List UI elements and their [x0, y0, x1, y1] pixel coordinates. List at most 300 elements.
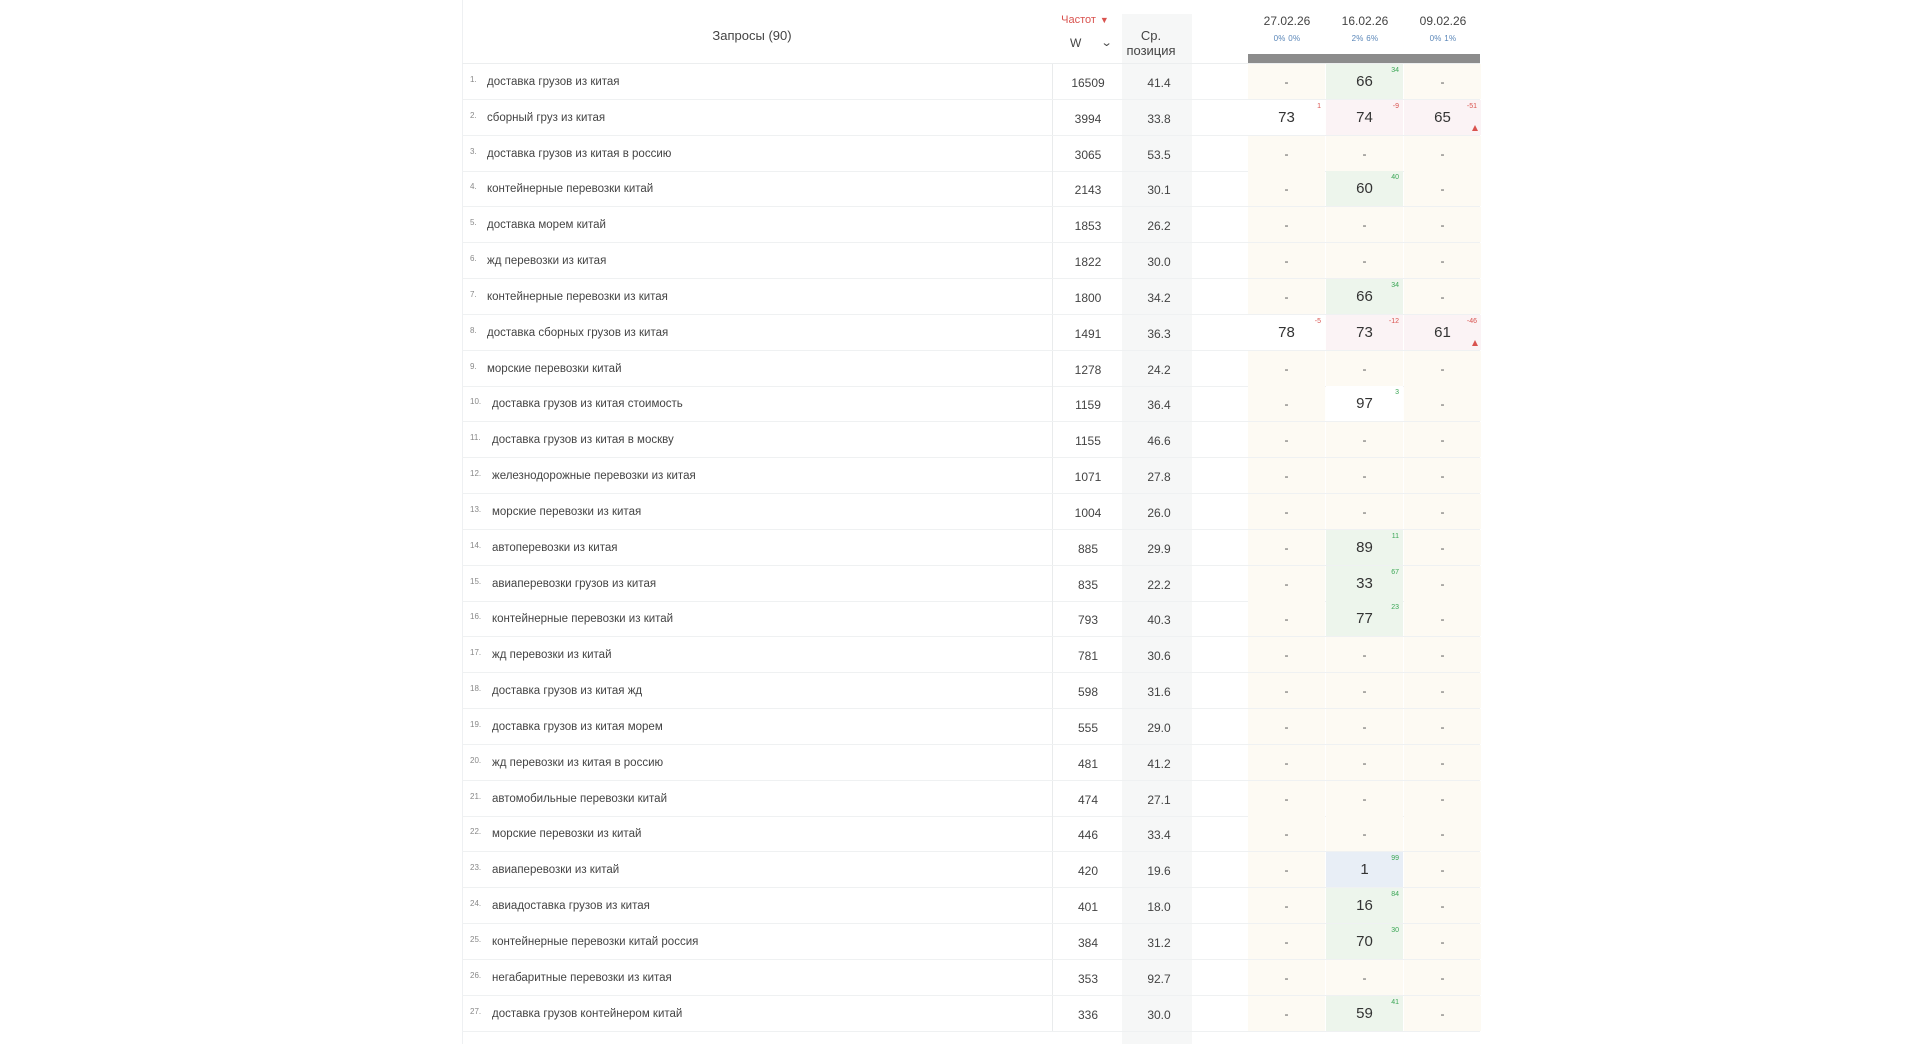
- position-cell[interactable]: [1326, 709, 1403, 744]
- position-value: -: [1440, 218, 1445, 233]
- row-number: 3.: [470, 146, 477, 156]
- position-value: -: [1362, 433, 1367, 448]
- position-cell[interactable]: [1248, 673, 1325, 708]
- query-text[interactable]: морские перевозки из китай: [492, 828, 642, 841]
- position-cell[interactable]: [1248, 351, 1325, 386]
- position-delta: 30: [1391, 926, 1399, 934]
- date-column-header-2[interactable]: 16.02.26: [1341, 14, 1389, 28]
- table-row[interactable]: [462, 601, 1480, 637]
- avg-position-value: 22.2: [1147, 577, 1171, 592]
- position-value: -: [1362, 791, 1367, 806]
- avg-position-value: 27.1: [1147, 792, 1171, 807]
- table-row[interactable]: [462, 673, 1480, 709]
- table-row[interactable]: [462, 315, 1480, 351]
- position-value: -: [1440, 361, 1445, 376]
- avg-position-value: 31.6: [1147, 685, 1171, 700]
- position-value: 73: [1356, 323, 1373, 341]
- position-cell[interactable]: [1326, 64, 1403, 99]
- position-value: -: [1440, 397, 1445, 412]
- table-row[interactable]: [462, 924, 1480, 960]
- position-cell[interactable]: [1326, 888, 1403, 923]
- query-text[interactable]: контейнерные перевозки из китай: [492, 613, 674, 626]
- position-value: 77: [1356, 610, 1373, 628]
- position-cell[interactable]: [1248, 386, 1325, 421]
- position-cell[interactable]: [1326, 171, 1403, 206]
- row-number: 11.: [470, 433, 481, 443]
- row-number: 18.: [470, 684, 482, 694]
- avg-position-value: 40.3: [1147, 613, 1171, 628]
- position-cell[interactable]: [1404, 64, 1481, 99]
- position-delta: 1: [1317, 102, 1321, 110]
- position-cell[interactable]: [1248, 996, 1325, 1031]
- query-text[interactable]: авиаперевозки грузов из китая: [492, 577, 657, 590]
- avg-position-value: 18.0: [1147, 900, 1171, 915]
- position-cell[interactable]: [1248, 243, 1325, 278]
- position-cell[interactable]: [1248, 494, 1325, 529]
- position-cell[interactable]: [1326, 351, 1403, 386]
- position-cell[interactable]: [1326, 566, 1403, 601]
- query-text[interactable]: доставка грузов из китая морем: [492, 720, 663, 733]
- avg-position-value: 53.5: [1147, 147, 1171, 162]
- position-cell[interactable]: [1404, 530, 1481, 565]
- query-text[interactable]: доставка грузов контейнером китай: [492, 1007, 683, 1020]
- avg-position-value: 30.6: [1147, 649, 1171, 664]
- table-header: [462, 0, 1480, 63]
- table-row[interactable]: [462, 64, 1480, 100]
- row-number: 6.: [470, 254, 477, 264]
- frequency-value: 1155: [1075, 434, 1101, 449]
- position-value: 70: [1356, 932, 1373, 950]
- query-text[interactable]: контейнерные перевозки из китая: [487, 290, 668, 303]
- position-cell[interactable]: [1248, 816, 1325, 851]
- position-cell[interactable]: [1248, 100, 1325, 135]
- position-cell[interactable]: [1404, 601, 1481, 636]
- position-cell[interactable]: [1404, 136, 1481, 171]
- position-cell[interactable]: [1326, 279, 1403, 314]
- frequency-value: 793: [1077, 613, 1099, 628]
- position-cell[interactable]: [1248, 566, 1325, 601]
- table-row[interactable]: [462, 136, 1480, 172]
- position-cell[interactable]: [1404, 351, 1481, 386]
- table-row[interactable]: [462, 530, 1480, 566]
- position-cell[interactable]: [1326, 530, 1403, 565]
- frequency-value: 1491: [1074, 326, 1102, 341]
- query-text[interactable]: авиадоставка грузов из китая: [492, 900, 650, 913]
- position-cell[interactable]: [1404, 816, 1481, 851]
- row-number: 13.: [470, 504, 482, 514]
- position-value: 74: [1356, 108, 1373, 126]
- position-delta: 41: [1391, 998, 1399, 1006]
- frequency-value: 1853: [1074, 219, 1102, 234]
- query-text[interactable]: жд перевозки из китай: [492, 649, 612, 662]
- position-cell[interactable]: [1248, 781, 1325, 816]
- frequency-column-header[interactable]: [1052, 14, 1118, 26]
- date-column-header-3[interactable]: 09.02.26: [1419, 14, 1467, 28]
- dates-header-bar: [1248, 54, 1480, 63]
- row-number: 7.: [470, 289, 477, 299]
- position-value: 66: [1356, 287, 1373, 305]
- query-text[interactable]: контейнерные перевозки китай: [487, 183, 654, 196]
- position-delta: 40: [1391, 174, 1399, 182]
- position-value: -: [1440, 863, 1445, 878]
- position-cell[interactable]: [1326, 673, 1403, 708]
- position-value: 97: [1356, 395, 1373, 413]
- position-delta: -46: [1466, 317, 1477, 325]
- position-cell[interactable]: [1404, 673, 1481, 708]
- position-value: -: [1440, 254, 1445, 269]
- position-cell[interactable]: [1404, 852, 1481, 887]
- position-cell[interactable]: [1326, 422, 1403, 457]
- position-value: -: [1284, 827, 1289, 842]
- position-value: 65: [1434, 108, 1451, 126]
- position-cell[interactable]: [1326, 996, 1403, 1031]
- position-value: -: [1440, 791, 1445, 806]
- position-cell[interactable]: [1404, 566, 1481, 601]
- position-value: -: [1284, 75, 1289, 89]
- frequency-value: 336: [1077, 1007, 1099, 1022]
- position-cell[interactable]: [1326, 136, 1403, 171]
- position-value: -: [1284, 182, 1289, 197]
- query-text[interactable]: доставка грузов из китая в москву: [492, 434, 674, 447]
- position-delta: -51: [1466, 102, 1477, 110]
- position-cell[interactable]: [1248, 315, 1325, 350]
- position-cell[interactable]: [1248, 136, 1325, 171]
- query-text[interactable]: доставка грузов из китая: [487, 76, 620, 88]
- query-text[interactable]: негабаритные перевозки из китая: [492, 971, 672, 984]
- position-cell[interactable]: [1248, 852, 1325, 887]
- table-row[interactable]: [462, 745, 1480, 781]
- position-value: -: [1440, 719, 1445, 734]
- position-cell[interactable]: [1404, 924, 1481, 959]
- position-value: -: [1440, 75, 1445, 89]
- table-row[interactable]: [462, 816, 1480, 852]
- query-text[interactable]: доставка грузов из китая в россию: [487, 147, 672, 160]
- row-number: 16.: [470, 612, 482, 622]
- position-cell[interactable]: [1248, 422, 1325, 457]
- query-text[interactable]: доставка грузов из китая жд: [492, 685, 643, 698]
- avg-position-value: 36.3: [1147, 326, 1171, 341]
- position-value: 59: [1356, 1004, 1373, 1022]
- position-cell[interactable]: [1248, 888, 1325, 923]
- position-cell[interactable]: [1404, 207, 1481, 242]
- position-value: -: [1284, 469, 1289, 484]
- sort-desc-icon: ▼: [1099, 15, 1109, 25]
- avg-position-value: 30.0: [1147, 1007, 1171, 1022]
- position-cell[interactable]: [1404, 745, 1481, 780]
- position-value: 73: [1278, 108, 1295, 126]
- frequency-value: 598: [1077, 685, 1099, 700]
- position-value: -: [1362, 361, 1367, 376]
- frequency-value: 3065: [1074, 147, 1102, 162]
- position-cell[interactable]: [1326, 494, 1403, 529]
- position-cell[interactable]: [1404, 709, 1481, 744]
- date-percent-3: 0% 1%: [1429, 34, 1457, 43]
- row-number: 26.: [470, 970, 482, 980]
- position-value: 89: [1356, 538, 1373, 556]
- position-value: 16: [1356, 897, 1373, 915]
- avg-position-value: 19.6: [1147, 864, 1171, 879]
- row-number: 25.: [470, 934, 482, 944]
- position-value: -: [1284, 576, 1289, 591]
- position-cell[interactable]: [1404, 422, 1481, 457]
- position-cell[interactable]: [1248, 601, 1325, 636]
- frequency-value: 420: [1077, 864, 1099, 879]
- position-value: -: [1362, 648, 1367, 663]
- position-cell[interactable]: [1326, 386, 1403, 421]
- position-value: -: [1362, 827, 1367, 842]
- table-row[interactable]: [462, 888, 1480, 924]
- position-value: -: [1440, 182, 1445, 197]
- position-value: -: [1362, 684, 1367, 699]
- position-value: -: [1362, 254, 1367, 269]
- frequency-value: 446: [1077, 828, 1099, 843]
- position-cell[interactable]: [1404, 888, 1481, 923]
- row-number: 23.: [470, 863, 482, 873]
- position-value: -: [1284, 1006, 1289, 1021]
- position-value: -: [1440, 755, 1445, 770]
- table-row[interactable]: [462, 458, 1480, 494]
- table-row[interactable]: [462, 781, 1480, 817]
- position-delta: -9: [1392, 102, 1399, 110]
- position-delta: -5: [1314, 317, 1321, 325]
- row-number: 12.: [470, 469, 482, 479]
- query-text[interactable]: контейнерные перевозки китай россия: [492, 935, 699, 948]
- query-text[interactable]: железнодорожные перевозки из китая: [492, 470, 696, 483]
- position-cell[interactable]: [1404, 243, 1481, 278]
- position-cell[interactable]: [1326, 243, 1403, 278]
- position-value: -: [1284, 397, 1289, 412]
- position-value: -: [1440, 970, 1445, 985]
- position-cell[interactable]: [1326, 781, 1403, 816]
- row-number: 27.: [470, 1006, 482, 1016]
- date-column-header-1[interactable]: 27.02.26: [1263, 14, 1311, 28]
- position-cell[interactable]: [1404, 100, 1481, 135]
- position-value: -: [1362, 504, 1367, 519]
- frequency-value: 401: [1077, 900, 1099, 915]
- query-text[interactable]: автоперевозки из китая: [492, 541, 618, 554]
- position-value: -: [1284, 648, 1289, 663]
- frequency-value: 1071: [1074, 470, 1102, 485]
- position-cell[interactable]: [1326, 745, 1403, 780]
- position-cell[interactable]: [1404, 781, 1481, 816]
- position-value: -: [1284, 361, 1289, 376]
- position-cell[interactable]: [1248, 924, 1325, 959]
- table-row[interactable]: [462, 351, 1480, 387]
- position-cell[interactable]: [1248, 458, 1325, 493]
- table-row[interactable]: [462, 422, 1480, 458]
- avg-position-value: 27.8: [1147, 470, 1171, 485]
- table-row[interactable]: [462, 494, 1480, 530]
- table-row[interactable]: [462, 566, 1480, 602]
- position-delta: 34: [1391, 281, 1399, 289]
- frequency-value: 835: [1077, 577, 1099, 592]
- frequency-value: 1800: [1074, 290, 1102, 305]
- frequency-value: 3994: [1074, 111, 1102, 126]
- query-text[interactable]: автомобильные перевозки китай: [492, 792, 668, 805]
- row-number: 15.: [470, 576, 482, 586]
- position-value: -: [1284, 791, 1289, 806]
- query-text[interactable]: доставка сборных грузов из китая: [487, 326, 669, 339]
- position-cell[interactable]: [1326, 458, 1403, 493]
- position-delta: 84: [1391, 891, 1399, 899]
- date-percent-2: 2% 6%: [1351, 34, 1379, 43]
- position-cell[interactable]: [1404, 637, 1481, 672]
- warning-triangle-icon: [1472, 125, 1478, 131]
- avg-position-value: 34.2: [1147, 290, 1171, 305]
- frequency-value: 1278: [1074, 362, 1102, 377]
- position-value: -: [1440, 934, 1445, 949]
- query-text[interactable]: морские перевозки из китая: [492, 505, 642, 518]
- row-number: 9.: [470, 361, 477, 371]
- position-cell[interactable]: [1248, 64, 1325, 99]
- position-cell[interactable]: [1326, 315, 1403, 350]
- query-text[interactable]: жд перевозки из китая: [487, 255, 607, 268]
- position-value: -: [1284, 612, 1289, 627]
- position-value: -: [1284, 719, 1289, 734]
- query-text[interactable]: сборный груз из китая: [487, 111, 606, 124]
- position-cell[interactable]: [1326, 100, 1403, 135]
- position-cell[interactable]: [1404, 458, 1481, 493]
- avg-position-value: 46.6: [1147, 434, 1171, 449]
- frequency-value: 2143: [1074, 183, 1102, 198]
- avg-position-value: 33.8: [1147, 111, 1171, 126]
- positions-table: [462, 0, 1480, 1044]
- position-cell[interactable]: [1248, 960, 1325, 995]
- frequency-value: 1004: [1074, 505, 1102, 520]
- position-delta: 3: [1395, 389, 1399, 397]
- position-delta: 23: [1391, 604, 1399, 612]
- position-cell[interactable]: [1326, 601, 1403, 636]
- frequency-value: 555: [1077, 720, 1099, 735]
- position-cell[interactable]: [1248, 207, 1325, 242]
- position-cell[interactable]: [1248, 637, 1325, 672]
- position-value: -: [1284, 254, 1289, 269]
- position-value: -: [1440, 469, 1445, 484]
- position-cell[interactable]: [1248, 279, 1325, 314]
- avg-position-column-header[interactable]: Ср. позиция: [1126, 28, 1176, 58]
- position-cell[interactable]: [1404, 494, 1481, 529]
- avg-position-value: 30.1: [1147, 183, 1171, 198]
- frequency-type-label: W: [1070, 36, 1082, 50]
- position-cell[interactable]: [1404, 279, 1481, 314]
- position-value: 78: [1278, 323, 1295, 341]
- position-cell[interactable]: [1248, 745, 1325, 780]
- position-cell[interactable]: [1404, 386, 1481, 421]
- table-row[interactable]: [462, 100, 1480, 136]
- row-number: 1.: [470, 75, 477, 84]
- avg-position-value: 41.4: [1147, 76, 1171, 90]
- row-number: 14.: [470, 540, 482, 550]
- avg-position-value: 26.2: [1147, 219, 1171, 234]
- position-cell[interactable]: [1404, 960, 1481, 995]
- position-value: 61: [1434, 323, 1451, 341]
- position-value: -: [1440, 684, 1445, 699]
- position-value: -: [1440, 146, 1445, 161]
- position-cell[interactable]: [1404, 315, 1481, 350]
- position-cell[interactable]: [1248, 530, 1325, 565]
- position-value: -: [1440, 289, 1445, 304]
- table-row[interactable]: [462, 386, 1480, 422]
- position-value: -: [1440, 827, 1445, 842]
- table-row[interactable]: [462, 960, 1480, 996]
- avg-position-value: 92.7: [1147, 971, 1171, 986]
- position-cell[interactable]: [1404, 996, 1481, 1031]
- query-text[interactable]: доставка грузов из китая стоимость: [492, 398, 683, 411]
- position-value: -: [1440, 504, 1445, 519]
- frequency-value: 474: [1077, 792, 1099, 807]
- table-row[interactable]: [462, 207, 1480, 243]
- frequency-value: 1159: [1075, 398, 1101, 413]
- table-row[interactable]: [462, 852, 1480, 888]
- position-cell[interactable]: [1326, 924, 1403, 959]
- position-cell[interactable]: [1326, 816, 1403, 851]
- row-number: 5.: [470, 218, 477, 228]
- position-value: -: [1440, 540, 1445, 555]
- position-delta: 67: [1391, 568, 1399, 576]
- position-value: -: [1440, 899, 1445, 914]
- position-value: -: [1284, 863, 1289, 878]
- position-value: -: [1284, 540, 1289, 555]
- position-value: -: [1284, 899, 1289, 914]
- avg-position-value: 41.2: [1147, 756, 1171, 771]
- table-row[interactable]: [462, 171, 1480, 207]
- position-cell[interactable]: [1248, 171, 1325, 206]
- avg-position-value: 29.0: [1147, 720, 1171, 735]
- position-value: -: [1284, 934, 1289, 949]
- frequency-value: 353: [1077, 971, 1099, 986]
- table-row[interactable]: [462, 279, 1480, 315]
- frequency-label: Частот: [1061, 14, 1096, 26]
- table-row[interactable]: [462, 709, 1480, 745]
- query-text[interactable]: морские перевозки китай: [487, 362, 622, 375]
- query-text[interactable]: авиаперевозки из китай: [492, 864, 620, 877]
- avg-position-value: 24.2: [1147, 362, 1171, 377]
- frequency-value: 16509: [1071, 76, 1105, 90]
- position-value: -: [1440, 576, 1445, 591]
- avg-position-value: 30.0: [1147, 255, 1171, 270]
- query-text[interactable]: жд перевозки из китая в россию: [492, 756, 664, 769]
- row-number: 4.: [470, 182, 477, 192]
- avg-position-value: 36.4: [1147, 398, 1171, 413]
- row-number: 20.: [470, 755, 482, 765]
- query-text[interactable]: доставка морем китай: [487, 219, 606, 232]
- avg-position-value: 26.0: [1147, 505, 1171, 520]
- position-value: -: [1284, 146, 1289, 161]
- row-divider: [462, 1031, 1480, 1032]
- position-cell[interactable]: [1326, 207, 1403, 242]
- frequency-value: 384: [1077, 935, 1099, 950]
- table-row[interactable]: [462, 996, 1480, 1032]
- position-value: -: [1362, 469, 1367, 484]
- table-row[interactable]: [462, 637, 1480, 673]
- avg-position-value: 29.9: [1147, 541, 1171, 556]
- frequency-value: 885: [1077, 541, 1099, 556]
- date-percent-1: 0% 0%: [1273, 34, 1301, 43]
- queries-column-header[interactable]: Запросы (90): [712, 28, 792, 43]
- position-delta: 34: [1391, 67, 1399, 74]
- position-delta: 99: [1391, 855, 1399, 863]
- position-cell[interactable]: [1248, 709, 1325, 744]
- position-cell[interactable]: [1326, 852, 1403, 887]
- position-cell[interactable]: [1326, 637, 1403, 672]
- table-row[interactable]: [462, 243, 1480, 279]
- chevron-down-icon[interactable]: ⌄: [1100, 37, 1113, 49]
- position-cell[interactable]: [1404, 171, 1481, 206]
- row-number: 2.: [470, 110, 477, 120]
- row-number: 8.: [470, 325, 477, 335]
- position-value: -: [1362, 146, 1367, 161]
- position-cell[interactable]: [1326, 960, 1403, 995]
